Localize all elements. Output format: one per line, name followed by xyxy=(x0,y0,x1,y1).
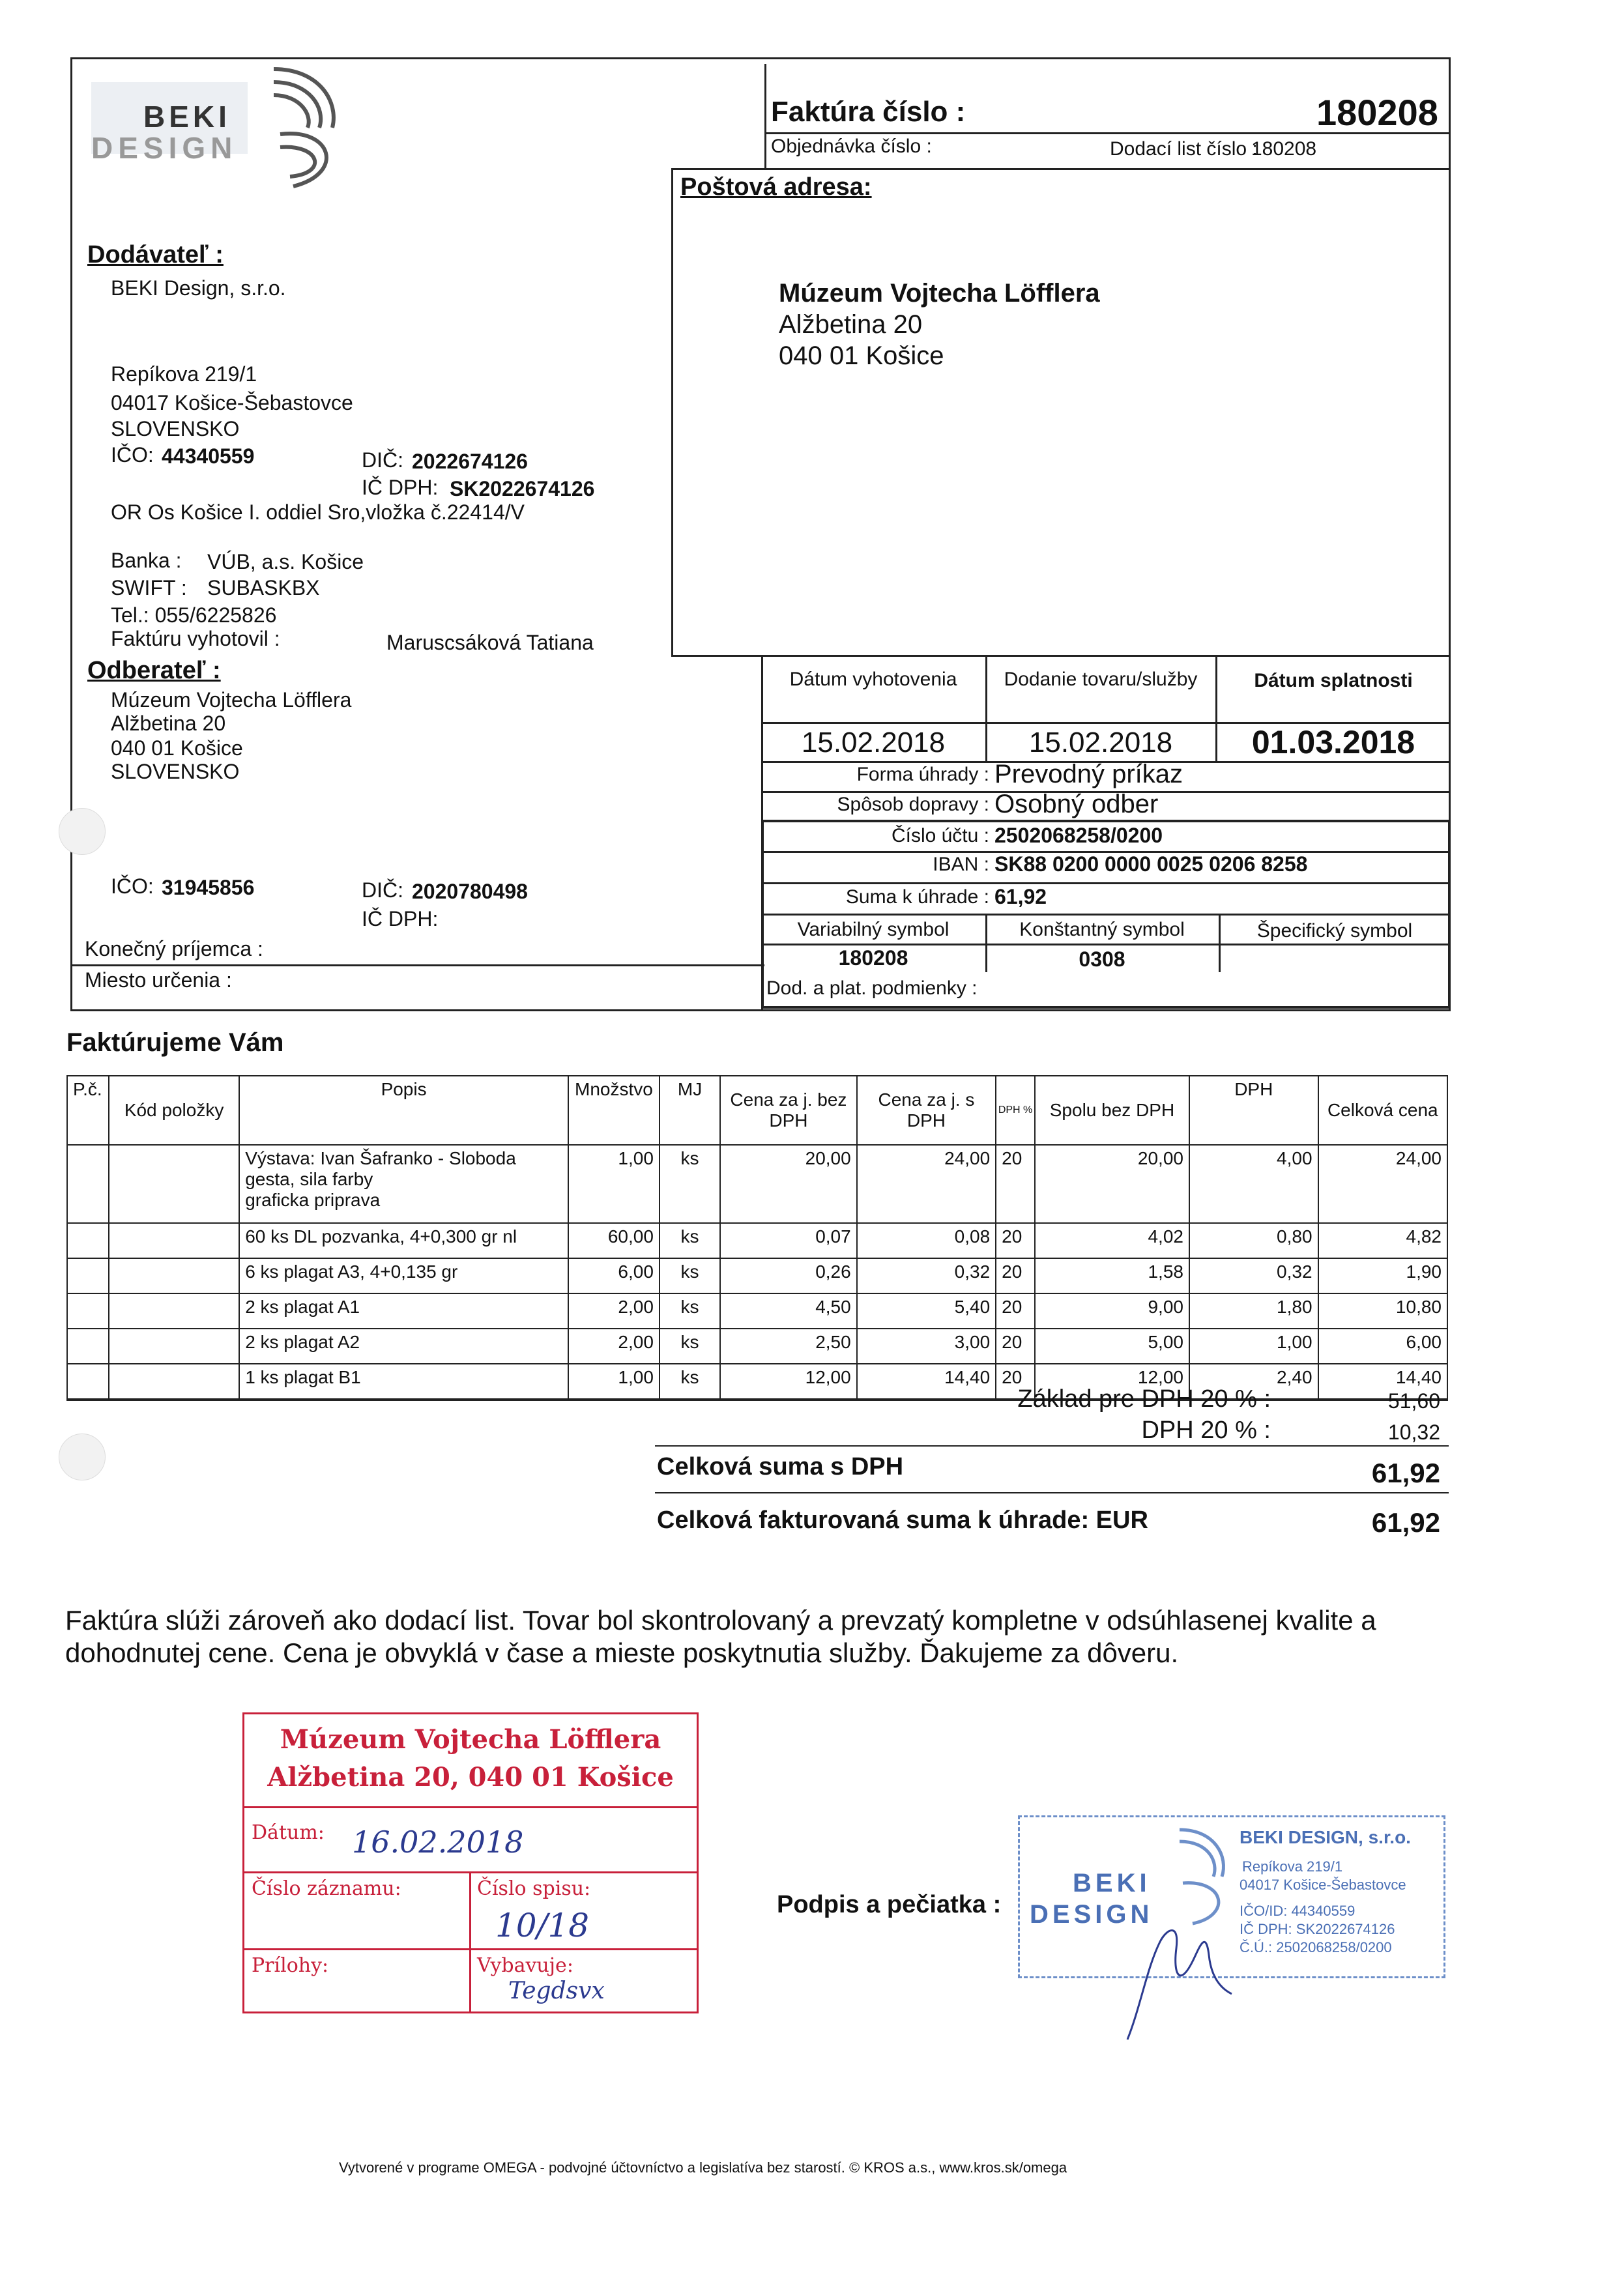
title-divider xyxy=(764,64,766,168)
delivery-note-number: 180208 xyxy=(1251,138,1317,160)
invoice-title: Faktúra číslo : xyxy=(771,96,966,128)
col-total: Celková cena xyxy=(1318,1076,1447,1145)
cell-total-net: 1,58 xyxy=(1035,1258,1189,1293)
cell-desc: 6 ks plagat A3, 4+0,135 gr xyxy=(239,1258,568,1293)
table-row xyxy=(67,1293,1447,1329)
cell-unit-gross: 5,40 xyxy=(857,1293,996,1329)
cell-unit-net: 12,00 xyxy=(720,1364,857,1400)
cell-qty: 6,00 xyxy=(568,1258,660,1293)
cell-mj: ks xyxy=(660,1329,720,1364)
company-stamp-icdph: IČ DPH: SK2022674126 xyxy=(1240,1921,1395,1937)
supplier-icdph: SK2022674126 xyxy=(450,477,595,500)
stamp-line1 xyxy=(242,1806,699,1808)
postal-name: Múzeum Vojtecha Löfflera xyxy=(779,279,1100,308)
col-unit-net: Cena za j. bez DPH xyxy=(720,1076,857,1145)
col-vat: DPH xyxy=(1189,1076,1318,1145)
vat-label: DPH 20 % : xyxy=(1141,1417,1271,1444)
cell-desc xyxy=(239,1145,568,1223)
date-delivery: 15.02.2018 xyxy=(1028,727,1173,758)
supplier-dic: 2022674126 xyxy=(412,450,528,473)
logo-swirl-icon xyxy=(235,63,352,193)
customer-ico-label: IČO: xyxy=(111,874,154,898)
museum-file-value: 10/18 xyxy=(495,1907,590,1944)
cell-mj: ks xyxy=(660,1293,720,1329)
cell-mj: ks xyxy=(660,1258,720,1293)
punch-hole xyxy=(59,1434,106,1480)
museum-file-label: Číslo spisu: xyxy=(477,1877,591,1900)
company-stamp-logo2: DESIGN xyxy=(1030,1900,1153,1929)
cell-qty: 1,00 xyxy=(568,1364,660,1400)
totals-line2 xyxy=(655,1492,1449,1493)
cell-total: 14,40 xyxy=(1318,1364,1447,1400)
cell-vat: 2,40 xyxy=(1189,1364,1318,1400)
date-due-label: Dátum splatnosti xyxy=(1254,670,1413,691)
cell-pc xyxy=(67,1258,109,1293)
account-label: Číslo účtu : xyxy=(891,825,989,846)
col-code: Kód položky xyxy=(109,1076,239,1145)
cell-unit-gross: 3,00 xyxy=(857,1329,996,1364)
company-stamp-account: Č.Ú.: 2502068258/0200 xyxy=(1240,1939,1392,1955)
items-header-row xyxy=(67,1076,1447,1145)
cell-code xyxy=(109,1223,239,1258)
handwritten-signature xyxy=(1101,1890,1258,2046)
museum-handled-label: Vybavuje: xyxy=(477,1954,573,1977)
cell-total: 24,00 xyxy=(1318,1145,1447,1223)
desc-line: graficka priprava xyxy=(245,1190,381,1210)
museum-date-label: Dátum: xyxy=(252,1821,325,1844)
company-stamp-logo1: BEKI xyxy=(1073,1869,1151,1897)
gross-total-label: Celková suma s DPH xyxy=(657,1453,904,1480)
table-row xyxy=(67,1223,1447,1258)
terms-label: Dod. a plat. podmienky : xyxy=(766,977,978,999)
logo-text-beki: BEKI xyxy=(143,100,231,134)
customer-ico: 31945856 xyxy=(162,876,255,899)
museum-attachments-label: Prílohy: xyxy=(252,1954,329,1977)
payment-form-label: Forma úhrady : xyxy=(856,764,989,785)
cell-qty: 60,00 xyxy=(568,1223,660,1258)
cell-mj: ks xyxy=(660,1145,720,1223)
delivery-note-label: Dodací list číslo : xyxy=(1110,138,1258,160)
cell-code xyxy=(109,1258,239,1293)
museum-handled-value: Tegdsvx xyxy=(508,1978,605,2004)
const-symbol-label: Konštantný symbol xyxy=(1019,919,1185,940)
cell-vat: 0,80 xyxy=(1189,1223,1318,1258)
amount-label: Suma k úhrade : xyxy=(845,886,989,908)
customer-city: 040 01 Košice xyxy=(111,736,243,760)
date-issue-label: Dátum vyhotovenia xyxy=(789,669,957,690)
cell-mj: ks xyxy=(660,1364,720,1400)
cell-vat-pct: 20 xyxy=(996,1364,1035,1400)
supplier-swift: SUBASKBX xyxy=(207,576,320,599)
cell-vat-pct: 20 xyxy=(996,1258,1035,1293)
supplier-bank-label: Banka : xyxy=(111,549,182,572)
cell-code xyxy=(109,1364,239,1400)
cell-qty: 1,00 xyxy=(568,1145,660,1223)
customer-country: SLOVENSKO xyxy=(111,760,240,783)
col-unit-gross: Cena za j. s DPH xyxy=(857,1076,996,1145)
supplier-street: Repíkova 219/1 xyxy=(111,362,257,386)
order-label: Objednávka číslo : xyxy=(771,136,932,157)
supplier-city: 04017 Košice-Šebastovce xyxy=(111,391,353,414)
items-table xyxy=(66,1075,1448,1401)
cell-unit-net: 2,50 xyxy=(720,1329,857,1364)
col-total-net: Spolu bez DPH xyxy=(1035,1076,1189,1145)
note-line-1: Faktúra slúži zároveň ako dodací list. Tovar bol skontrolovaný a prevzatý kompletne v odsúhlasenej kvalite a xyxy=(65,1605,1376,1636)
desc-line: gesta, sila farby xyxy=(245,1169,373,1189)
museum-stamp-line2: Alžbetina 20, 040 01 Košice xyxy=(267,1762,674,1793)
cell-total-net: 12,00 xyxy=(1035,1364,1189,1400)
cell-vat: 1,80 xyxy=(1189,1293,1318,1329)
supplier-swift-label: SWIFT : xyxy=(111,576,187,599)
cell-pc xyxy=(67,1145,109,1223)
cell-unit-net: 0,07 xyxy=(720,1223,857,1258)
museum-date-value: 16.02.2018 xyxy=(352,1824,524,1860)
customer-icdph-label: IČ DPH: xyxy=(362,907,439,930)
cell-unit-gross: 0,32 xyxy=(857,1258,996,1293)
vat-base-value: 51,60 xyxy=(1387,1389,1440,1413)
iban-value: SK88 0200 0000 0025 0206 8258 xyxy=(994,852,1308,876)
supplier-country: SLOVENSKO xyxy=(111,417,240,440)
payment-form: Prevodný príkaz xyxy=(994,760,1183,788)
col-vat-pct: DPH % xyxy=(996,1076,1035,1145)
supplier-issued-by-label: Faktúru vyhotovil : xyxy=(111,627,280,650)
cell-code xyxy=(109,1145,239,1223)
pay-line4 xyxy=(761,914,1451,916)
transport-label: Spôsob dopravy : xyxy=(837,794,989,815)
cell-desc: 2 ks plagat A2 xyxy=(239,1329,568,1364)
customer-dic: 2020780498 xyxy=(412,880,528,903)
cell-code xyxy=(109,1329,239,1364)
title-line xyxy=(764,132,1451,134)
postal-city: 040 01 Košice xyxy=(779,341,944,370)
vat-value: 10,32 xyxy=(1387,1420,1440,1444)
date-due: 01.03.2018 xyxy=(1251,724,1415,760)
cell-pc xyxy=(67,1364,109,1400)
cell-total: 4,82 xyxy=(1318,1223,1447,1258)
account-value: 2502068258/0200 xyxy=(994,824,1163,847)
cell-unit-net: 20,00 xyxy=(720,1145,857,1223)
table-row xyxy=(67,1329,1447,1364)
pay-line5 xyxy=(761,944,1451,945)
postal-address-box xyxy=(671,168,1451,657)
items-title: Faktúrujeme Vám xyxy=(66,1028,284,1057)
cell-vat: 1,00 xyxy=(1189,1329,1318,1364)
company-stamp-ico: IČO/ID: 44340559 xyxy=(1240,1903,1356,1919)
cell-total: 6,00 xyxy=(1318,1329,1447,1364)
museum-stamp-line1: Múzeum Vojtecha Löfflera xyxy=(280,1724,661,1755)
cell-qty: 2,00 xyxy=(568,1329,660,1364)
var-symbol-label: Variabilný symbol xyxy=(797,919,950,940)
supplier-register: OR Os Košice I. oddiel Sro,vložka č.22414/V xyxy=(111,500,525,524)
customer-recipient-label: Konečný príjemca : xyxy=(85,937,263,960)
customer-destination-label: Miesto určenia : xyxy=(85,968,232,992)
cell-total: 10,80 xyxy=(1318,1293,1447,1329)
const-symbol: 0308 xyxy=(1079,947,1125,971)
cell-total-net: 4,02 xyxy=(1035,1223,1189,1258)
punch-hole xyxy=(59,808,106,855)
table-row xyxy=(67,1258,1447,1293)
customer-dic-label: DIČ: xyxy=(362,878,403,902)
cell-vat: 4,00 xyxy=(1189,1145,1318,1223)
cell-total: 1,90 xyxy=(1318,1258,1447,1293)
cell-qty: 2,00 xyxy=(568,1293,660,1329)
supplier-ico: 44340559 xyxy=(162,444,255,468)
cell-desc: 60 ks DL pozvanka, 4+0,300 gr nl xyxy=(239,1223,568,1258)
transport-value: Osobný odber xyxy=(994,790,1159,818)
due-total-label: Celková fakturovaná suma k úhrade: EUR xyxy=(657,1507,1148,1534)
cell-pc xyxy=(67,1329,109,1364)
col-pc: P.č. xyxy=(67,1076,109,1145)
supplier-bank: VÚB, a.s. Košice xyxy=(207,550,364,573)
cell-vat-pct: 20 xyxy=(996,1145,1035,1223)
cell-total-net: 5,00 xyxy=(1035,1329,1189,1364)
cell-pc xyxy=(67,1293,109,1329)
beki-logo xyxy=(91,63,339,193)
destination-line xyxy=(70,964,764,966)
supplier-ico-label: IČO: xyxy=(111,443,154,467)
cell-code xyxy=(109,1293,239,1329)
cell-unit-gross: 24,00 xyxy=(857,1145,996,1223)
cell-pc xyxy=(67,1223,109,1258)
due-total-value: 61,92 xyxy=(1371,1507,1440,1538)
spec-symbol-label: Špecifický symbol xyxy=(1256,920,1413,942)
customer-street: Alžbetina 20 xyxy=(111,712,226,735)
stamp-vline1 xyxy=(469,1871,471,2013)
footer-text: Vytvorené v programe OMEGA - podvojné účtovníctvo a legislatíva bez starostí. © KROS a.s., www.kros.sk/omega xyxy=(339,2159,1067,2176)
col-mj: MJ xyxy=(660,1076,720,1145)
table-row xyxy=(67,1145,1447,1223)
gross-total-value: 61,92 xyxy=(1371,1458,1440,1488)
totals-line1 xyxy=(655,1445,1449,1447)
museum-record-label: Číslo záznamu: xyxy=(252,1877,401,1900)
company-stamp-street: Repíkova 219/1 xyxy=(1242,1858,1343,1875)
cell-desc: 1 ks plagat B1 xyxy=(239,1364,568,1400)
cell-mj: ks xyxy=(660,1223,720,1258)
cell-unit-gross: 14,40 xyxy=(857,1364,996,1400)
cell-unit-net: 4,50 xyxy=(720,1293,857,1329)
pay-line3 xyxy=(761,882,1451,884)
invoice-number: 180208 xyxy=(1316,92,1438,133)
col-qty: Množstvo xyxy=(568,1076,660,1145)
supplier-name: BEKI Design, s.r.o. xyxy=(111,276,286,300)
supplier-dic-label: DIČ: xyxy=(362,448,403,472)
supplier-icdph-label: IČ DPH: xyxy=(362,476,439,499)
cell-unit-net: 0,26 xyxy=(720,1258,857,1293)
vat-base-label: Základ pre DPH 20 % : xyxy=(1017,1385,1271,1413)
logo-text-design: DESIGN xyxy=(91,131,238,165)
postal-street: Alžbetina 20 xyxy=(779,310,923,339)
supplier-issued-by: Maruscsáková Tatiana xyxy=(386,631,594,654)
stamp-line3 xyxy=(242,1948,699,1950)
cell-desc: 2 ks plagat A1 xyxy=(239,1293,568,1329)
supplier-heading: Dodávateľ : xyxy=(87,241,224,268)
customer-heading: Odberateľ : xyxy=(87,657,221,684)
cell-unit-gross: 0,08 xyxy=(857,1223,996,1258)
company-stamp-name: BEKI DESIGN, s.r.o. xyxy=(1240,1827,1411,1847)
amount-value: 61,92 xyxy=(994,885,1047,908)
cell-vat-pct: 20 xyxy=(996,1329,1035,1364)
company-stamp-city: 04017 Košice-Šebastovce xyxy=(1240,1877,1406,1893)
postal-heading: Poštová adresa: xyxy=(680,173,872,201)
date-issue: 15.02.2018 xyxy=(801,727,946,758)
customer-name: Múzeum Vojtecha Löfflera xyxy=(111,688,352,712)
cell-total-net: 20,00 xyxy=(1035,1145,1189,1223)
cell-vat-pct: 20 xyxy=(996,1223,1035,1258)
supplier-tel: Tel.: 055/6225826 xyxy=(111,603,277,627)
cell-total-net: 9,00 xyxy=(1035,1293,1189,1329)
col-desc: Popis xyxy=(239,1076,568,1145)
note-line-2: dohodnutej cene. Cena je obvyklá v čase a mieste poskytnutia služby. Ďakujeme za dôveru. xyxy=(65,1637,1179,1668)
var-symbol: 180208 xyxy=(838,946,908,970)
signature-label: Podpis a pečiatka : xyxy=(777,1891,1002,1918)
cell-vat: 0,32 xyxy=(1189,1258,1318,1293)
iban-label: IBAN : xyxy=(933,854,989,875)
cell-vat-pct: 20 xyxy=(996,1293,1035,1329)
desc-line: Výstava: Ivan Šafranko - Sloboda xyxy=(245,1148,516,1168)
date-delivery-label: Dodanie tovaru/služby xyxy=(1004,669,1198,690)
